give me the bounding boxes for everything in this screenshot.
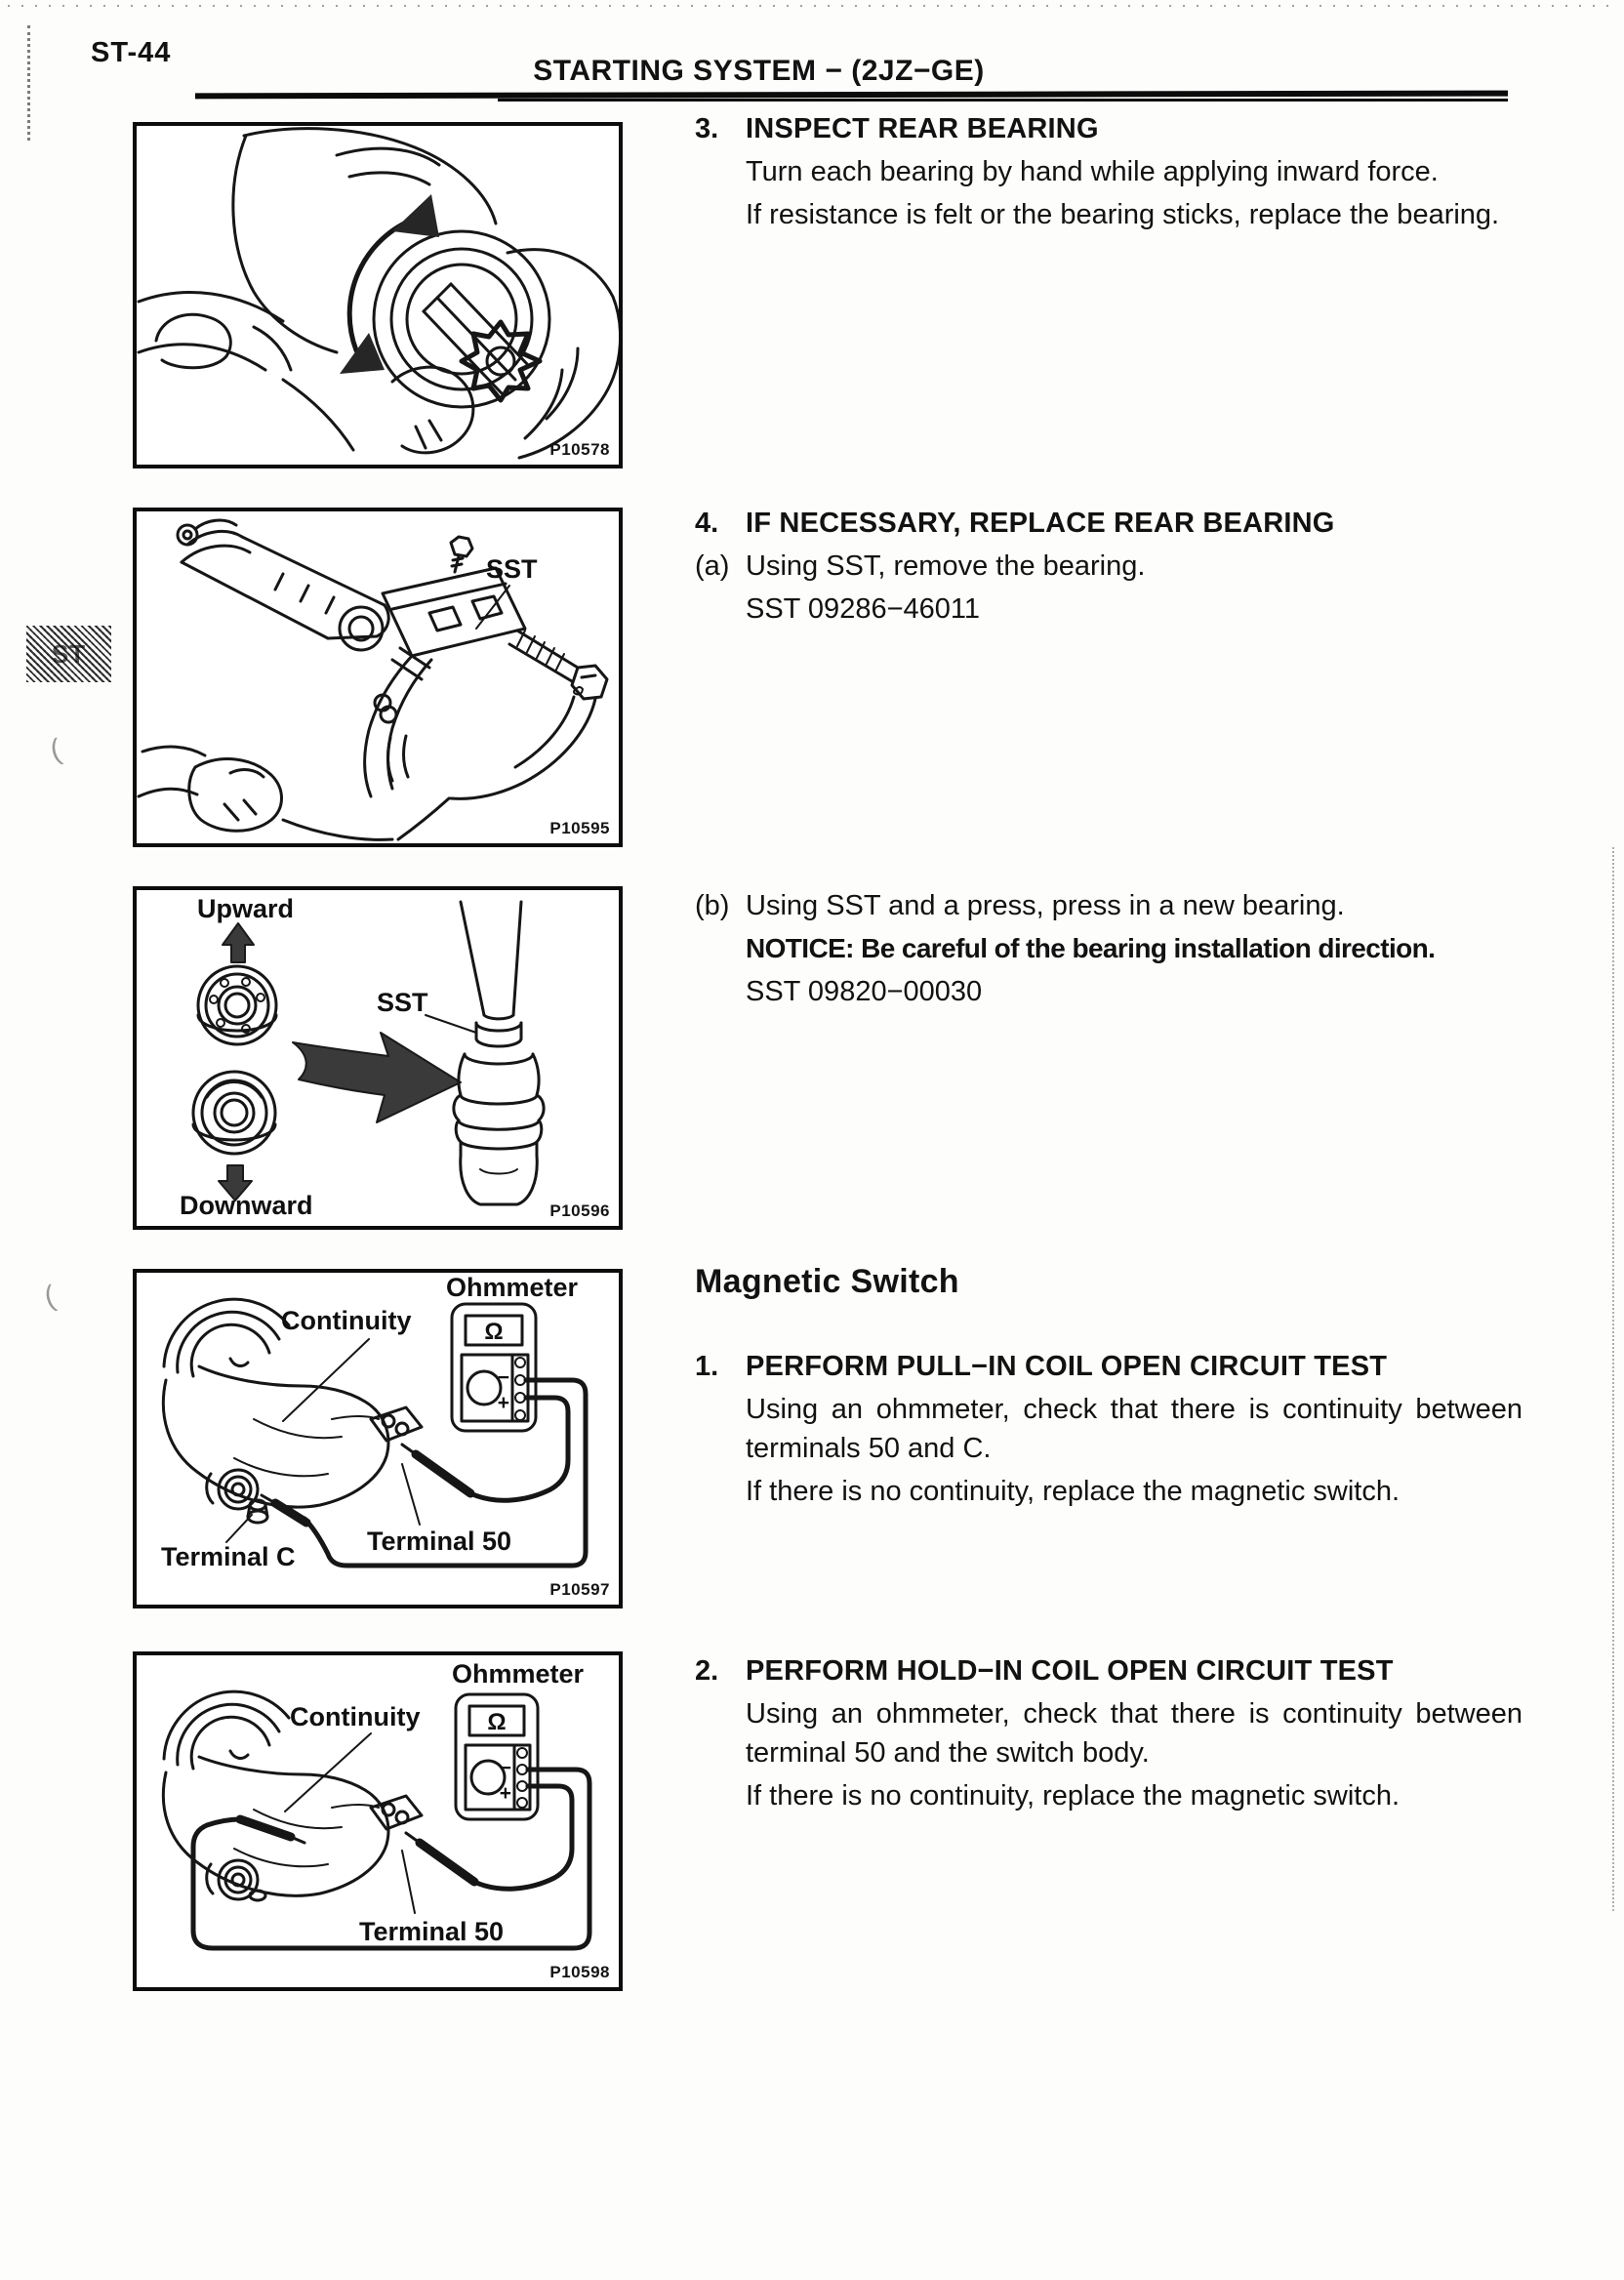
terminal-50-label: Terminal 50 [359, 1917, 505, 1946]
step-number: 2. [695, 1655, 719, 1687]
step-heading: INSPECT REAR BEARING [746, 113, 1099, 144]
continuity-label: Continuity [290, 1702, 421, 1731]
step-number: 3. [695, 113, 719, 144]
substep-text: Using SST and a press, press in a new bearing. [746, 890, 1345, 921]
step-paragraph: If there is no continuity, replace the magnetic switch. [746, 1780, 1401, 1812]
scan-dots-right [1612, 847, 1614, 1911]
step-paragraph: If resistance is felt or the bearing sticks, replace the bearing. [746, 199, 1500, 230]
press-and-armature [454, 902, 544, 1204]
bearing-closed-side [193, 1072, 275, 1154]
armature-sketch [178, 520, 388, 650]
up-arrow-icon [223, 923, 254, 962]
section-pull-in-coil-test [695, 1347, 1522, 1511]
upward-label: Upward [197, 894, 295, 923]
minus-mark: − [499, 1757, 511, 1779]
photo-id: P10598 [549, 1963, 610, 1981]
ohm-symbol: Ω [487, 1709, 507, 1735]
section-replace-rear-bearing-b [695, 886, 1522, 1011]
photo-id: P10595 [549, 819, 610, 837]
bearing-direction-illustration [137, 890, 619, 1226]
figure-pull-in-coil-test [133, 1269, 623, 1608]
ohmmeter-device [456, 1694, 538, 1819]
photo-id: P10597 [549, 1580, 610, 1599]
sst-puller-illustration [137, 511, 619, 843]
substep-letter: (a) [695, 550, 730, 582]
step-paragraph: Using an ohmmeter, check that there is continuity between terminal 50 and the switch body. [746, 1698, 1522, 1769]
photo-id: P10578 [549, 440, 610, 459]
scan-curl-mark: ( [41, 1280, 59, 1314]
magnetic-switch-heading: Magnetic Switch [695, 1263, 959, 1300]
minus-mark: − [497, 1366, 509, 1389]
step-paragraph: If there is no continuity, replace the magnetic switch. [746, 1476, 1401, 1507]
plus-mark: + [497, 1392, 509, 1414]
section-hold-in-coil-test [695, 1651, 1522, 1815]
step-number: 4. [695, 508, 719, 539]
figure-press-new-bearing [133, 886, 623, 1230]
ohmmeter-device [452, 1304, 536, 1431]
scan-dots-top [8, 5, 1616, 7]
substep-text: Using SST, remove the bearing. [746, 550, 1146, 582]
callouts [285, 1659, 585, 1946]
figure-sst-remove-bearing [133, 508, 623, 847]
terminal-c-label: Terminal C [161, 1542, 296, 1571]
notice-text: NOTICE: Be careful of the bearing installation direction. [746, 933, 1436, 963]
big-right-arrow [293, 1033, 461, 1122]
scan-curl-mark: ( [47, 733, 64, 767]
step-paragraph: Turn each bearing by hand while applying inward force. [746, 156, 1439, 187]
section-tab [26, 626, 111, 682]
terminal-50-label: Terminal 50 [367, 1527, 512, 1556]
step-number: 1. [695, 1351, 719, 1382]
page-number: ST-44 [91, 37, 172, 68]
step-heading: IF NECESSARY, REPLACE REAR BEARING [746, 508, 1335, 539]
section-tab-label: ST [51, 638, 87, 669]
rotation-arrow [340, 194, 439, 374]
step-heading: PERFORM PULL−IN COIL OPEN CIRCUIT TEST [746, 1351, 1388, 1382]
section-inspect-rear-bearing [695, 109, 1522, 234]
figure-inspect-rear-bearing [133, 122, 623, 468]
sst-number: SST 09286−46011 [746, 593, 981, 625]
sst-label: SST [377, 988, 428, 1017]
continuity-label: Continuity [281, 1306, 412, 1335]
sst-number: SST 09820−00030 [746, 976, 983, 1007]
bearing-open-side [198, 966, 276, 1044]
step-paragraph: Using an ohmmeter, check that there is continuity between terminals 50 and C. [746, 1394, 1522, 1464]
ohmmeter-label: Ohmmeter [446, 1273, 579, 1302]
plus-mark: + [499, 1782, 511, 1805]
sst-callout [377, 988, 476, 1033]
substep-letter: (b) [695, 890, 730, 921]
starter-clutch-illustration [137, 126, 619, 465]
hand-sketch [139, 747, 449, 839]
step-heading: PERFORM HOLD−IN COIL OPEN CIRCUIT TEST [746, 1655, 1394, 1687]
downward-label: Downward [180, 1191, 313, 1220]
page-title: STARTING SYSTEM − (2JZ−GE) [533, 55, 985, 87]
figure-hold-in-coil-test [133, 1651, 623, 1991]
ohm-symbol: Ω [484, 1319, 504, 1345]
hold-in-test-illustration [137, 1655, 619, 1987]
section-replace-rear-bearing [695, 504, 1522, 629]
direction-labels [180, 894, 313, 1220]
header-rule-underline [498, 99, 1508, 102]
photo-id: P10596 [549, 1201, 610, 1220]
sst-label: SST [486, 554, 538, 584]
ohmmeter-label: Ohmmeter [452, 1659, 585, 1689]
pull-in-test-illustration [137, 1273, 619, 1605]
scan-dash-left [27, 25, 30, 141]
